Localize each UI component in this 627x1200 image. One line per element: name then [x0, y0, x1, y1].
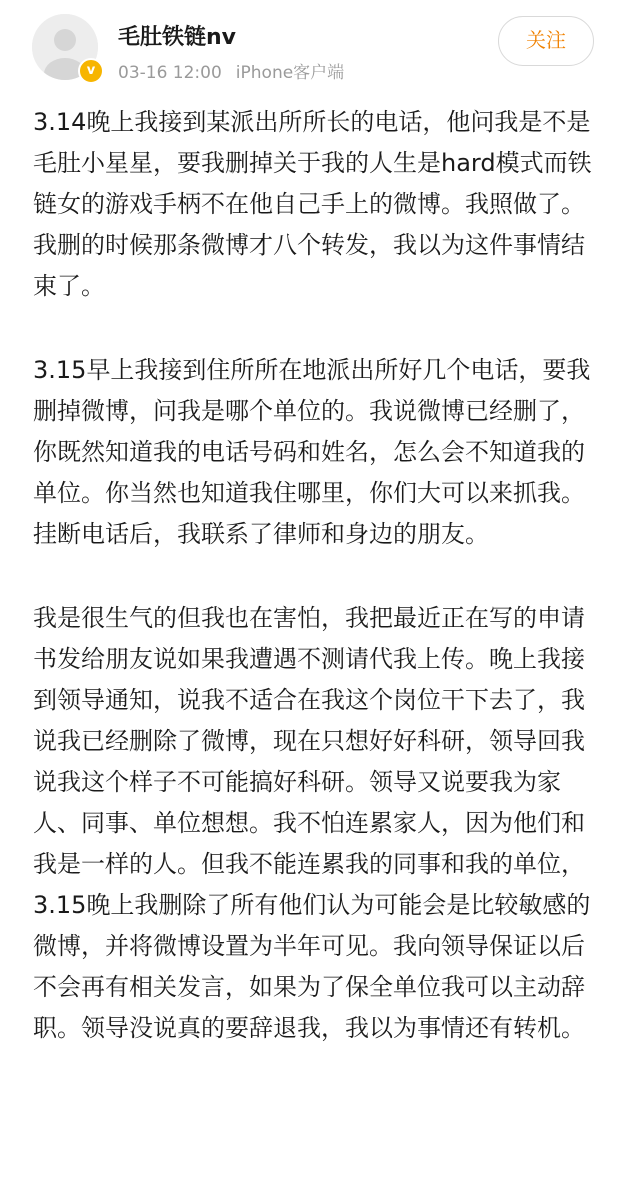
post-header	[0, 0, 627, 100]
post-source: iPhone客户端	[235, 63, 345, 83]
post-timestamp: 03-16 12:00	[118, 63, 222, 83]
post-paragraph-3: 我是很生气的但我也在害怕，我把最近正在写的申请书发给朋友说如果我遭遇不测请代我上传。晚上我接到领导通知，说我不适合在我这个岗位干下去了，我说我已经删除了微博，现在只想好好科研，领导回我说我这个样子不可能搞好科研。领导又说要我为家人、同事、单位想想。我不怕连累家人，因为他们和我是一样的人。但我不能连累我的同事和我的单位，3.15晚上我删除了所有他们认为可能会是比较敏感的微博，并将微博设置为半年可见。我向领导保证以后不会再有相关发言，如果为了保全单位我可以主动辞职。领导没说真的要辞退我，我以为事情还有转机。	[33, 604, 591, 1042]
post-body	[33, 102, 593, 1092]
post-paragraph-2: 3.15早上我接到住所所在地派出所好几个电话，要我删掉微博，问我是哪个单位的。我说微博已经删了，你既然知道我的电话号码和姓名，怎么会不知道我的单位。你当然也知道我住哪里，你们大可以来抓我。挂断电话后，我联系了律师和身边的朋友。	[33, 356, 591, 548]
username[interactable]: 毛肚铁链nv	[118, 25, 237, 50]
verified-v-icon: v	[78, 58, 104, 84]
post-meta	[118, 58, 344, 83]
follow-button[interactable]: 关注	[498, 16, 594, 66]
post-paragraph-1: 3.14晚上我接到某派出所所长的电话，他问我是不是毛肚小星星，要我删掉关于我的人生是hard模式而铁链女的游戏手柄不在他自己手上的微博。我照做了。我删的时候那条微博才八个转发，我以为这件事情结束了。	[33, 108, 592, 300]
